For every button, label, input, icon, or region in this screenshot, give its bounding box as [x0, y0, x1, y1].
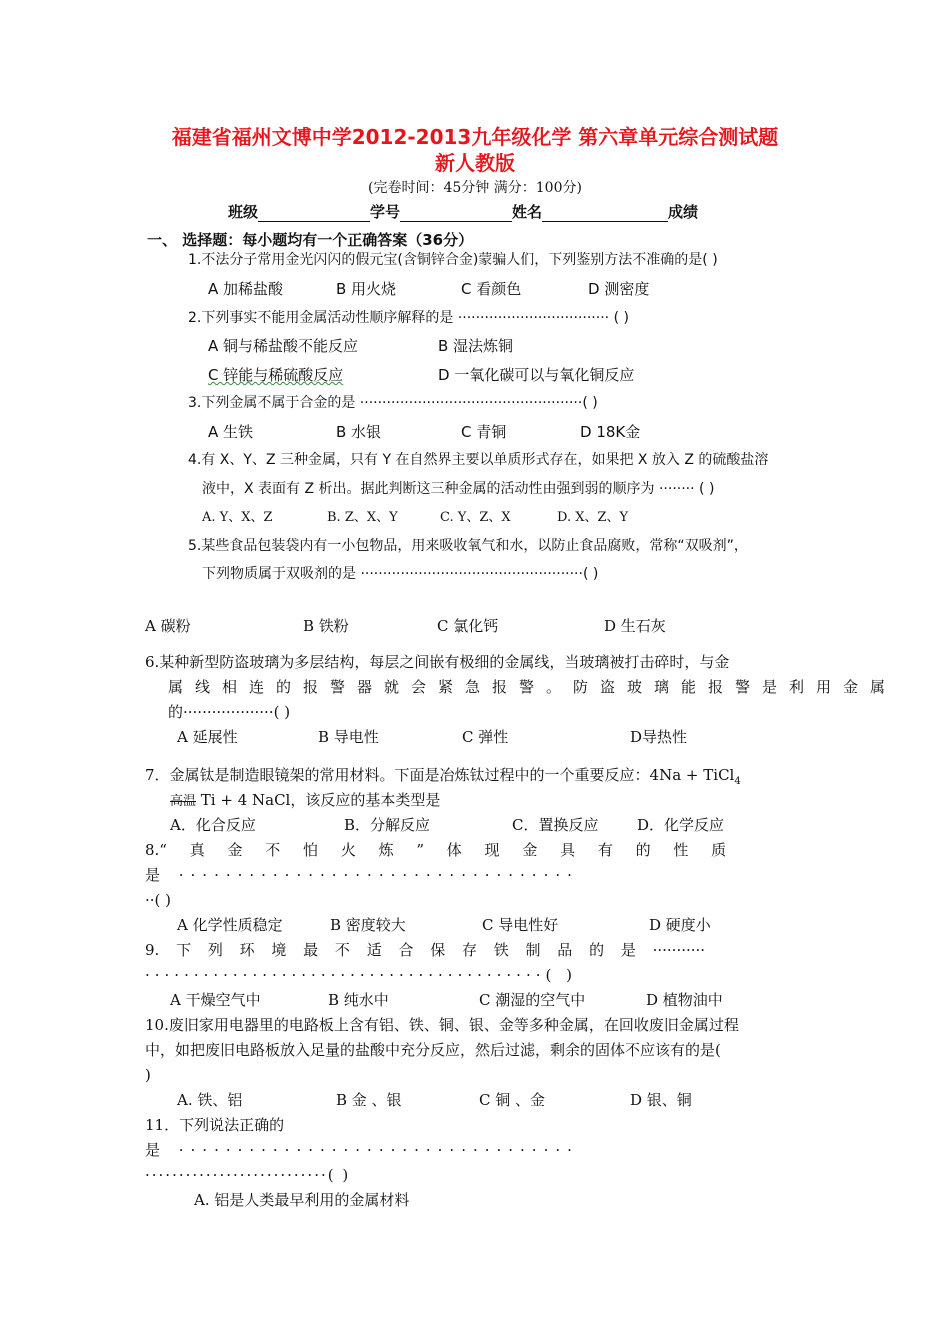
question-5-option-a: A 碳粉 — [145, 617, 191, 635]
question-7-stem-continuation: Ti + 4 NaCl，该反应的基本类型是 — [196, 791, 441, 809]
question-6-stem-line-3: 的···················( ) — [168, 703, 291, 721]
question-7-condition: 高温 — [170, 794, 197, 809]
question-9-stem-line-1: 9. 下 列 环 境 最 不 适 合 保 存 铁 制 品 的 是 ··········· — [145, 941, 706, 959]
question-4-option-d: D. X、Z、Y — [557, 510, 629, 525]
question-6-option-c: C 弹性 — [462, 728, 509, 746]
question-1-option-d: D 测密度 — [588, 280, 650, 298]
question-7-stem-text: 7．金属钛是制造眼镜架的常用材料。下面是冶炼钛过程中的一个重要反应：4Na + TiCl — [145, 766, 735, 784]
question-5-option-c: C 氯化钙 — [437, 617, 499, 635]
question-3-option-a: A 生铁 — [208, 423, 254, 441]
question-8-option-d: D 硬度小 — [649, 916, 711, 934]
question-8-option-c: C 导电性好 — [482, 916, 559, 934]
title-line-2: 新人教版 — [435, 151, 515, 175]
class-blank[interactable] — [258, 205, 370, 222]
question-8-stem-line-2: 是 ·································· — [145, 866, 579, 884]
question-3-option-b: B 水银 — [336, 423, 382, 441]
question-10-stem-line-3: ) — [145, 1066, 151, 1084]
question-10-option-d: D 银、铜 — [630, 1091, 692, 1109]
question-7-option-b: B．分解反应 — [344, 816, 431, 834]
question-10-option-c: C 铜 、金 — [479, 1091, 546, 1109]
question-2-option-c: C 锌能与稀硫酸反应 — [208, 366, 344, 384]
question-8-option-b: B 密度较大 — [330, 916, 406, 934]
question-1-option-b: B 用火烧 — [336, 280, 397, 298]
question-3-stem: 3.下列金属不属于合金的是 ··················································( ) — [188, 395, 598, 411]
question-7-subscript: 4 — [734, 776, 741, 787]
name-blank[interactable] — [542, 205, 668, 222]
question-6-option-d: D导热性 — [630, 728, 688, 746]
exam-subtitle: (完卷时间：45分钟 满分：100分) — [368, 180, 582, 196]
question-7-option-a: A．化合反应 — [170, 816, 256, 834]
question-6-option-a: A 延展性 — [177, 728, 238, 746]
question-4-option-c: C. Y、Z、X — [440, 510, 511, 525]
question-7-stem-line-1 — [145, 765, 741, 792]
question-1-stem: 1.不法分子常用金光闪闪的假元宝(含铜锌合金)蒙骗人们，下列鉴别方法不准确的是( ) — [188, 252, 718, 268]
question-7-stem-line-2 — [170, 790, 440, 812]
question-7-option-c: C．置换反应 — [512, 816, 599, 834]
question-10-stem-line-2: 中，如把废旧电路板放入足量的盐酸中充分反应，然后过滤，剩余的固体不应该有的是( — [145, 1041, 721, 1059]
question-1-option-a: A 加稀盐酸 — [208, 280, 284, 298]
question-5-stem-line-2: 下列物质属于双吸剂的是 ··················································( ) — [202, 566, 599, 582]
name-label: 姓名 — [512, 203, 543, 221]
question-10-option-a: A. 铁、铝 — [177, 1091, 243, 1109]
question-9-option-a: A 干燥空气中 — [170, 991, 261, 1009]
number-blank[interactable] — [400, 205, 512, 222]
score-label: 成绩 — [668, 203, 699, 221]
question-11-stem-line-2: 是 ·································· — [145, 1141, 579, 1159]
question-9-stem-line-2: ·········································( ) — [145, 966, 577, 984]
question-6-stem-line-1: 6.某种新型防盗玻璃为多层结构，每层之间嵌有极细的金属线，当玻璃被打击碎时，与金 — [145, 653, 730, 671]
section-heading: 一、 选择题：每小题均有一个正确答案（36分） — [147, 231, 474, 249]
question-9-option-d: D 植物油中 — [646, 991, 723, 1009]
question-3-option-d: D 18K金 — [580, 423, 641, 441]
question-8-stem-line-1: 8.“ 真 金 不 怕 火 炼 ” 体 现 金 具 有 的 性 质 — [145, 841, 727, 859]
question-8-option-a: A 化学性质稳定 — [177, 916, 283, 934]
title-line-1: 福建省福州文博中学2012-2013九年级化学 第六章单元综合测试题 — [171, 125, 779, 149]
question-10-option-b: B 金 、银 — [336, 1091, 402, 1109]
student-info-row — [228, 202, 698, 222]
question-11-stem-line-3: ···························( ) — [145, 1166, 351, 1184]
number-label: 学号 — [370, 203, 401, 221]
class-label: 班级 — [228, 203, 259, 221]
question-4-stem-line-2: 液中，X 表面有 Z 析出。据此判断这三种金属的活动性由强到弱的顺序为 ········ ( ) — [202, 481, 715, 497]
question-2-option-d: D 一氧化碳可以与氧化铜反应 — [438, 366, 635, 384]
question-4-option-a: A. Y、X、Z — [202, 510, 273, 525]
question-5-stem-line-1: 5.某些食品包装袋内有一小包物品，用来吸收氧气和水，以防止食品腐败，常称“双吸剂”， — [188, 538, 748, 554]
question-2-stem: 2.下列事实不能用金属活动性顺序解释的是 ·································· ( ) — [188, 310, 629, 326]
question-7-option-d: D．化学反应 — [637, 816, 725, 834]
question-10-stem-line-1: 10.废旧家用电器里的电路板上含有铝、铁、铜、银、金等多种金属，在回收废旧金属过程 — [145, 1016, 739, 1034]
question-6-stem-line-2: 属线相连的报警器就会紧急报警。防盗玻璃能报警是利用金属 — [168, 678, 898, 696]
question-2-option-b: B 湿法炼铜 — [438, 337, 514, 355]
question-4-stem-line-1: 4.有 X、Y、Z 三种金属，只有 Y 在自然界主要以单质形式存在，如果把 X 放入 Z 的硫酸盐溶 — [188, 452, 769, 468]
question-11-option-a: A. 铝是人类最早利用的金属材料 — [194, 1191, 410, 1209]
question-9-option-b: B 纯水中 — [328, 991, 389, 1009]
question-6-option-b: B 导电性 — [318, 728, 379, 746]
question-2-option-a: A 铜与稀盐酸不能反应 — [208, 337, 359, 355]
question-5-option-d: D 生石灰 — [604, 617, 666, 635]
question-1-option-c: C 看颜色 — [461, 280, 522, 298]
question-9-option-c: C 潮湿的空气中 — [479, 991, 586, 1009]
question-11-stem-line-1: 11．下列说法正确的 — [145, 1116, 285, 1134]
question-5-option-b: B 铁粉 — [303, 617, 349, 635]
question-8-stem-line-3: ··( ) — [145, 891, 172, 909]
question-4-option-b: B. Z、X、Y — [327, 510, 398, 525]
question-3-option-c: C 青铜 — [461, 423, 507, 441]
